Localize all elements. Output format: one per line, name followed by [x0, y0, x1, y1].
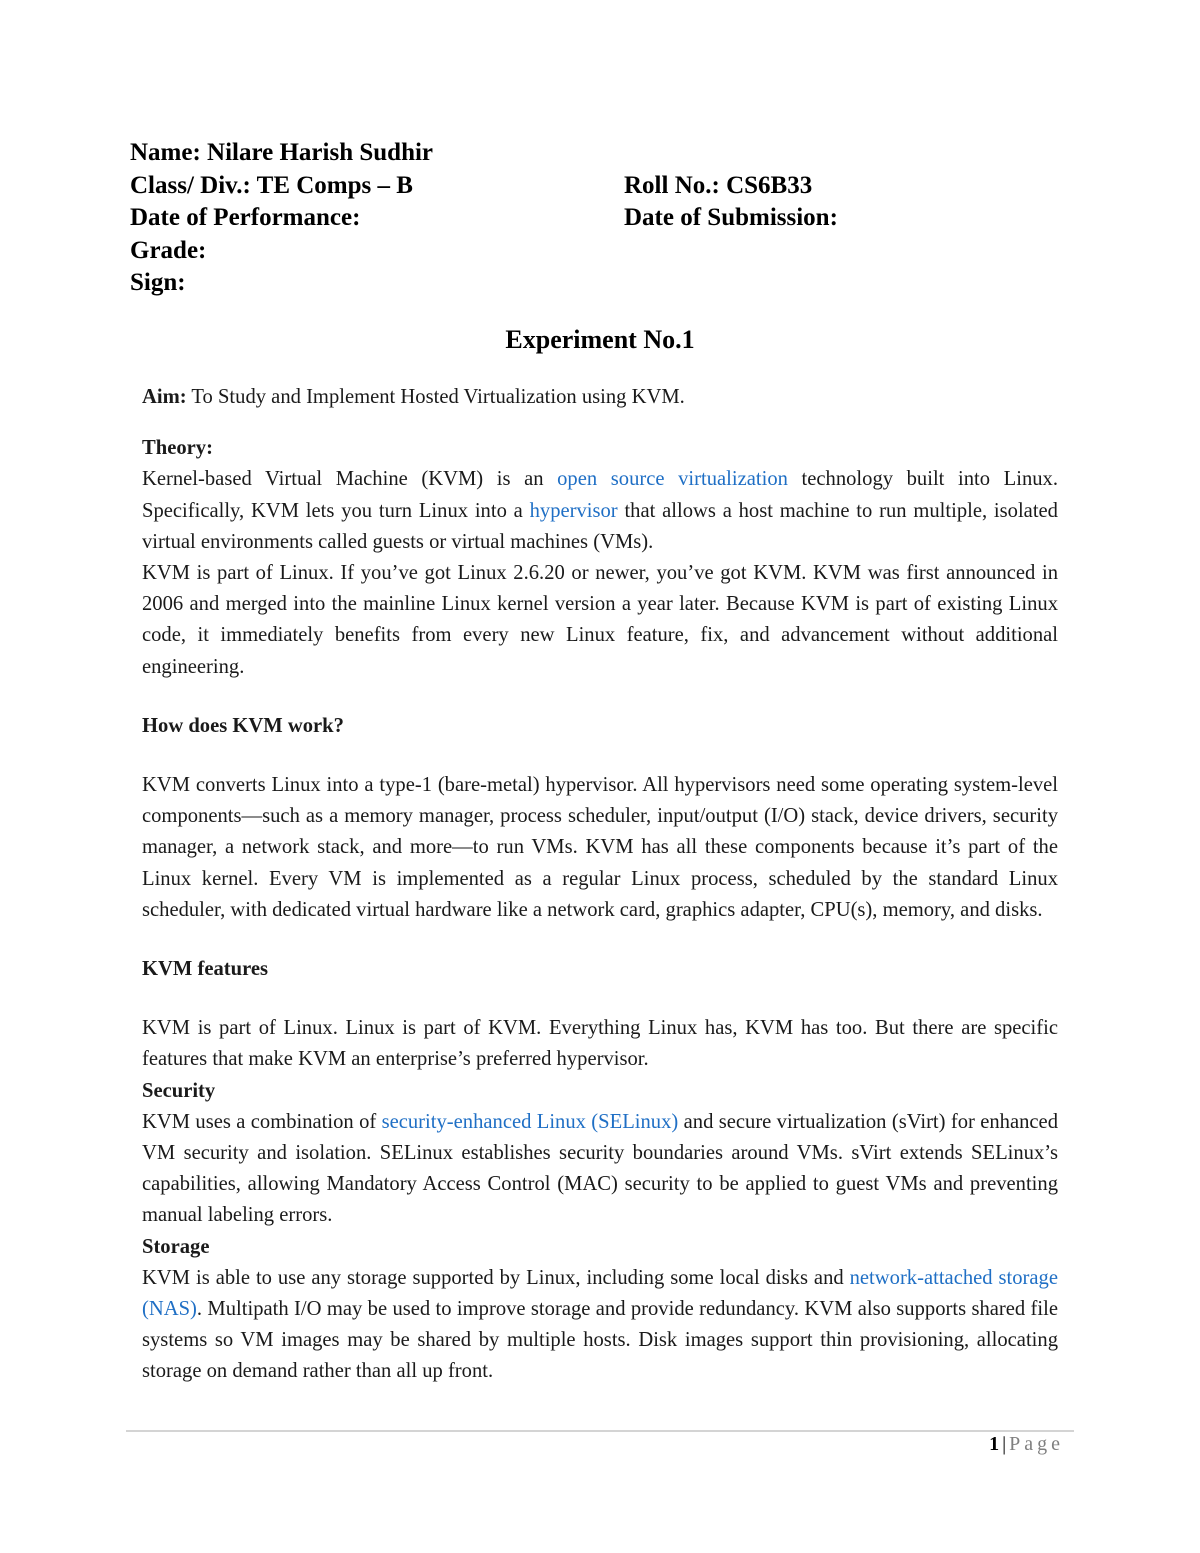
selinux-link[interactable]: security-enhanced Linux (SELinux)	[381, 1110, 679, 1133]
date-of-performance: Date of Performance:	[130, 204, 361, 231]
student-info-block	[130, 137, 1030, 300]
security-paragraph	[142, 1107, 1058, 1232]
security-text-part: KVM uses a combination of	[142, 1110, 382, 1133]
theory-paragraph-1	[142, 464, 1058, 558]
name-row	[130, 137, 1030, 170]
aim-text: To Study and Implement Hosted Virtualization using KVM.	[186, 386, 685, 408]
footer-separator: |	[1002, 1433, 1007, 1455]
security-heading: Security	[142, 1079, 216, 1102]
theory-heading: Theory:	[142, 437, 213, 460]
how-heading: How does KVM work?	[142, 714, 344, 737]
features-intro: KVM is part of Linux. Linux is part of KVM. Everything Linux has, KVM has too. But there are specific features that make KVM an enterprise’s preferred hypervisor.	[142, 1017, 1058, 1071]
student-name: Name: Nilare Harish Sudhir	[130, 139, 434, 166]
document-body	[142, 382, 1058, 1388]
page-footer	[989, 1433, 1064, 1456]
date-of-submission: Date of Submission:	[624, 204, 838, 231]
features-heading: KVM features	[142, 958, 269, 981]
how-paragraph: KVM converts Linux into a type-1 (bare-metal) hypervisor. All hypervisors need some operating system-level components—such as a memory manager, process scheduler, input/output (I/O) stack, device drivers, security manager, a network stack, and more—to run VMs. KVM has all these components because it’s part of the Linux kernel. Every VM is implemented as a regular Linux process, scheduled by the standard Linux scheduler, with dedicated virtual hardware like a network card, graphics adapter, CPU(s), memory, and disks.	[142, 774, 1058, 921]
storage-text-part: KVM is able to use any storage supported by Linux, including some local disks and	[142, 1266, 850, 1289]
hypervisor-link[interactable]: hypervisor	[529, 499, 618, 522]
dates-row	[130, 202, 1030, 235]
class-division: Class/ Div.: TE Comps – B	[130, 171, 413, 199]
storage-text-part: . Multipath I/O may be used to improve storage and provide redundancy. KVM also supports shared file systems so VM images may be shared by multiple hosts. Disk images support thin provisioning, allocating storage on demand rather than all up front.	[142, 1298, 1058, 1383]
theory-paragraph-2: KVM is part of Linux. If you’ve got Linux 2.6.20 or newer, you’ve got KVM. KVM was first announced in 2006 and merged into the mainline Linux kernel version a year later. Because KVM is part of existing Linux code, it immediately benefits from every new Linux feature, fix, and advancement without additional engineering.	[142, 562, 1058, 678]
theory-text-part: technology built into Linux. Specifically, KVM lets you turn Linux into a	[142, 468, 1058, 522]
footer-divider	[126, 1430, 1074, 1432]
theory-text-part: Kernel-based Virtual Machine (KVM) is an	[142, 468, 558, 491]
nas-link[interactable]: network-attached storage (NAS)	[142, 1266, 1058, 1321]
storage-heading: Storage	[142, 1235, 210, 1258]
page-label: Page	[1009, 1433, 1064, 1455]
grade-row	[130, 235, 1030, 268]
security-text-part: and secure virtualization (sVirt) for enhanced VM security and isolation. SELinux establishes security boundaries around VMs. sVirt extends SELinux’s capabilities, allowing Mandatory Access Control (MAC) security to be applied to guest VMs and preventing manual labeling errors.	[142, 1110, 1058, 1227]
grade-label: Grade:	[130, 236, 207, 264]
theory-text-part: that allows a host machine to run multiple, isolated virtual environments called guests or virtual machines (VMs).	[142, 499, 1058, 553]
class-row	[130, 170, 1030, 203]
aim-label: Aim:	[142, 386, 187, 408]
sign-row	[130, 267, 1030, 300]
storage-paragraph	[142, 1263, 1058, 1388]
roll-number: Roll No.: CS6B33	[624, 171, 813, 199]
experiment-title: Experiment No.1	[505, 325, 695, 354]
sign-label: Sign:	[130, 269, 186, 296]
open-source-virtualization-link[interactable]: open source virtualization	[557, 468, 788, 491]
aim-paragraph	[142, 382, 1058, 413]
page-number: 1	[989, 1433, 1000, 1455]
